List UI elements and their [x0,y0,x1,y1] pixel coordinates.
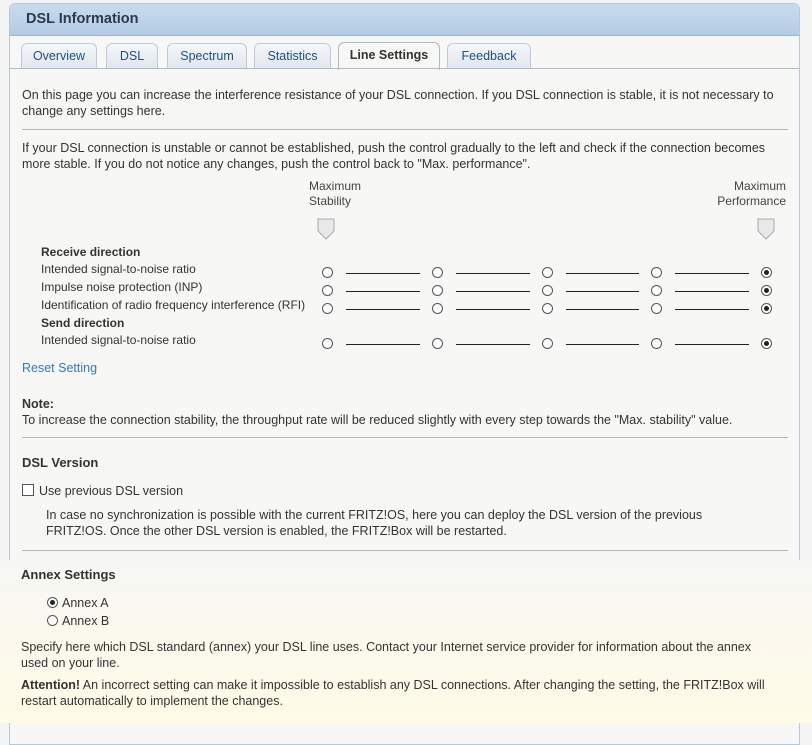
receive-snr-step-4-radio[interactable] [651,267,662,278]
slider-track [566,291,639,292]
slider-track [456,344,530,345]
slider-track [346,309,420,310]
annex-a-label[interactable]: Annex A [62,596,109,610]
tab-statistics[interactable]: Statistics [254,43,331,69]
receive-snr-step-3-radio[interactable] [542,267,553,278]
send-snr-step-2-radio[interactable] [432,338,443,349]
performance-marker-icon [757,218,775,240]
send-snr-step-1-radio[interactable] [322,338,333,349]
receive-inp-step-1-radio[interactable] [322,285,333,296]
slider-track [675,273,749,274]
instructions-text: If your DSL connection is unstable or cannot be established, push the control gradually to the left and check if the connection becomes more stable. If you do not notice any changes, push the control back to "Max. performance". [22,141,766,171]
receive-snr-step-5-radio[interactable] [761,267,772,278]
receive-rfi-step-2-radio[interactable] [432,303,443,314]
send-snr-step-5-radio[interactable] [761,338,772,349]
annex-a-radio[interactable] [47,597,58,608]
slider-track [346,344,420,345]
tab-feedback[interactable]: Feedback [447,43,531,69]
annex-b-radio[interactable] [47,615,58,626]
receive-inp-step-3-radio[interactable] [542,285,553,296]
send-snr-step-4-radio[interactable] [651,338,662,349]
slider-track [566,273,639,274]
slider-track [456,309,530,310]
receive-direction-heading: Receive direction [41,245,141,259]
receive-rfi-step-3-radio[interactable] [542,303,553,314]
receive-inp-step-4-radio[interactable] [651,285,662,296]
note-heading: Note: [22,397,54,411]
receive-rfi-step-4-radio[interactable] [651,303,662,314]
receive-snr-step-1-radio[interactable] [322,267,333,278]
stability-marker-icon [317,218,335,240]
slider-track [566,309,639,310]
send-direction-heading: Send direction [41,316,125,330]
receive-rfi-step-5-radio[interactable] [761,303,772,314]
slider-track [675,309,749,310]
slider-track [346,273,420,274]
annex-attention [21,677,781,709]
annex-description: Specify here which DSL standard (annex) your DSL line uses. Contact your Internet service provider for information about the annex used on your line. [21,640,752,670]
tab-divider [10,68,799,69]
annex-section [9,560,798,723]
receive-inp-step-5-radio[interactable] [761,285,772,296]
receive-inp-label: Impulse noise protection (INP) [41,280,203,294]
receive-rfi-step-1-radio[interactable] [322,303,333,314]
attention-label: Attention! [21,678,81,692]
divider [22,129,788,130]
reset-setting-link[interactable]: Reset Setting [22,361,98,375]
receive-snr-step-2-radio[interactable] [432,267,443,278]
dsl-version-description: In case no synchronization is possible with the current FRITZ!OS, here you can deploy the DSL version of the previous FRITZ!OS. Once the other DSL version is enabled, the FRITZ!Box will be restarted. [46,508,703,538]
max-stability-label: Maximum Stability [309,179,362,208]
page-title: DSL Information [26,11,139,27]
slider-track [346,291,420,292]
send-snr-step-3-radio[interactable] [542,338,553,349]
slider-track [566,344,639,345]
send-snr-label: Intended signal-to-noise ratio [41,333,196,347]
slider-track [675,291,749,292]
slider-track [456,273,530,274]
attention-text: An incorrect setting can make it impossible to establish any DSL connections. After changing the setting, the FRITZ!Box will restart automatically to implement the changes. [21,678,765,708]
previous-dsl-version-checkbox[interactable] [22,484,34,496]
annex-heading: Annex Settings [21,567,116,582]
previous-dsl-version-label[interactable]: Use previous DSL version [39,484,184,498]
tab-line-settings[interactable]: Line Settings [338,42,440,70]
intro-text: On this page you can increase the interference resistance of your DSL connection. If you DSL connection is stable, it is not necessary to change any settings here. [22,88,774,118]
receive-rfi-label: Identification of radio frequency interference (RFI) [41,298,306,312]
annex-b-label[interactable]: Annex B [62,614,110,628]
max-performance-label: Maximum Performance [717,179,786,208]
slider-track [456,291,530,292]
divider [22,550,788,551]
divider [22,437,788,438]
tab-spectrum[interactable]: Spectrum [167,43,247,69]
receive-snr-label: Intended signal-to-noise ratio [41,262,196,276]
tab-overview[interactable]: Overview [21,43,97,69]
dsl-version-heading: DSL Version [22,455,99,470]
slider-track [675,344,749,345]
note-text: To increase the connection stability, the throughput rate will be reduced slightly with every step towards the "Max. stability" value. [22,413,733,427]
tab-dsl[interactable]: DSL [106,43,158,69]
receive-inp-step-2-radio[interactable] [432,285,443,296]
